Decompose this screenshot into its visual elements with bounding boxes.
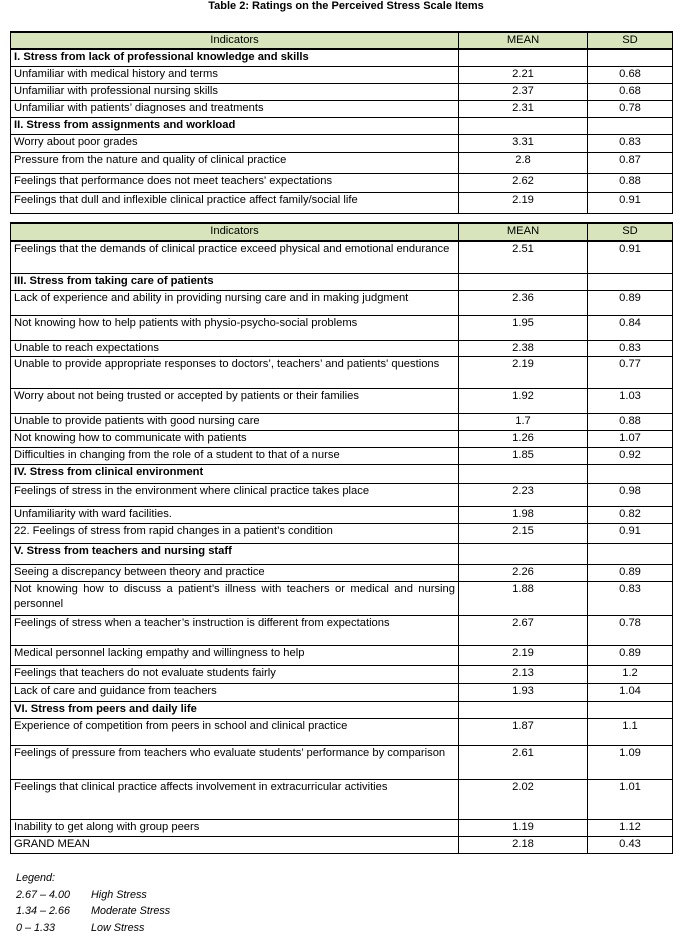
mean-value: 2.51 (459, 241, 588, 273)
stress-table-part-1 (10, 31, 673, 214)
sd-value: 1.1 (588, 718, 673, 745)
sd-value: 0.82 (588, 506, 673, 523)
indicator-label: Feelings that dull and inflexible clinical practice affect family/social life (11, 192, 459, 213)
indicator-label: Feelings of stress when a teacher’s instruction is different from expectations (11, 615, 459, 645)
sd-value: 0.78 (588, 615, 673, 645)
legend-label: Low Stress (91, 921, 145, 934)
header-indicators: Indicators (11, 223, 459, 241)
sd-value: 0.43 (588, 836, 673, 853)
section-row (11, 543, 673, 564)
sd-value: 1.01 (588, 779, 673, 819)
empty-cell (459, 464, 588, 483)
legend-range: 0 – 1.33 (16, 921, 56, 934)
sd-value: 0.83 (588, 134, 673, 152)
sd-value: 0.88 (588, 413, 673, 430)
header-row (11, 32, 673, 49)
mean-value: 2.36 (459, 290, 588, 315)
indicator-label: Not knowing how to help patients with physio-psycho-social problems (11, 315, 459, 340)
indicator-label: Unable to provide appropriate responses to doctors’, teachers’ and patients' questions (11, 356, 459, 388)
mean-value: 1.87 (459, 718, 588, 745)
legend-entry-high (16, 887, 170, 904)
table-row (11, 665, 673, 683)
legend-entry-moderate (16, 903, 170, 920)
indicator-label: Feelings that teachers do not evaluate students fairly (11, 665, 459, 683)
sd-value: 0.88 (588, 173, 673, 192)
table-row (11, 645, 673, 665)
mean-value: 1.7 (459, 413, 588, 430)
section-row (11, 49, 673, 66)
table-title: Table 2: Ratings on the Perceived Stress Scale Items (208, 0, 484, 12)
stress-table-part-2 (10, 222, 673, 854)
mean-value: 1.95 (459, 315, 588, 340)
empty-cell (459, 701, 588, 718)
legend-range: 1.34 – 2.66 (16, 905, 71, 917)
mean-value: 2.02 (459, 779, 588, 819)
empty-cell (588, 543, 673, 564)
indicator-label: Unfamiliar with patients’ diagnoses and treatments (11, 100, 459, 117)
table-row (11, 315, 673, 340)
mean-value: 2.15 (459, 523, 588, 543)
indicator-label: Unable to provide patients with good nursing care (11, 413, 459, 430)
table-row (11, 413, 673, 430)
mean-value: 2.19 (459, 192, 588, 213)
sd-value: 0.78 (588, 100, 673, 117)
mean-value: 2.8 (459, 152, 588, 173)
mean-value: 2.18 (459, 836, 588, 853)
indicator-label: Difficulties in changing from the role of a student to that of a nurse (11, 447, 459, 464)
indicator-label: Unfamiliar with medical history and terms (11, 66, 459, 83)
empty-cell (459, 49, 588, 66)
table-row (11, 615, 673, 645)
sd-value: 0.68 (588, 66, 673, 83)
table-row (11, 173, 673, 192)
sd-value: 0.77 (588, 356, 673, 388)
legend-title: Legend: (16, 872, 56, 884)
sd-value: 0.83 (588, 340, 673, 356)
table-row (11, 192, 673, 213)
mean-value: 2.19 (459, 645, 588, 665)
legend-range: 2.67 – 4.00 (16, 888, 71, 901)
table-row (11, 134, 673, 152)
indicator-label: Unfamiliarity with ward facilities. (11, 506, 459, 523)
indicator-label: Feelings that performance does not meet teachers' expectations (11, 173, 459, 192)
sd-value: 1.03 (588, 388, 673, 413)
indicator-label: Pressure from the nature and quality of clinical practice (11, 152, 459, 173)
empty-cell (459, 273, 588, 290)
mean-value: 2.21 (459, 66, 588, 83)
indicator-label: Medical personnel lacking empathy and willingness to help (11, 645, 459, 665)
header-row (11, 223, 673, 241)
indicator-label: Not knowing how to communicate with patients (11, 430, 459, 447)
section-label: I. Stress from lack of professional knowledge and skills (11, 49, 459, 66)
mean-value: 2.13 (459, 665, 588, 683)
sd-value: 0.92 (588, 447, 673, 464)
indicator-label: Lack of experience and ability in providing nursing care and in making judgment (11, 290, 459, 315)
table-row (11, 819, 673, 836)
empty-cell (459, 117, 588, 134)
mean-value: 2.26 (459, 564, 588, 581)
section-row (11, 464, 673, 483)
table-row (11, 241, 673, 273)
indicator-label: Unable to reach expectations (11, 340, 459, 356)
indicator-label: Seeing a discrepancy between theory and practice (11, 564, 459, 581)
mean-value: 2.37 (459, 83, 588, 100)
mean-value: 2.38 (459, 340, 588, 356)
table-row (11, 388, 673, 413)
indicator-label: Feelings of stress in the environment where clinical practice takes place (11, 483, 459, 506)
sd-value: 1.2 (588, 665, 673, 683)
table-row (11, 564, 673, 581)
section-label: V. Stress from teachers and nursing staff (11, 543, 459, 564)
sd-value: 0.68 (588, 83, 673, 100)
mean-value: 2.61 (459, 745, 588, 779)
indicator-label: Inability to get along with group peers (11, 819, 459, 836)
empty-cell (588, 701, 673, 718)
header-mean: MEAN (459, 223, 588, 241)
section-label: II. Stress from assignments and workload (11, 117, 459, 134)
mean-value: 1.19 (459, 819, 588, 836)
table-row (11, 447, 673, 464)
table-row (11, 523, 673, 543)
sd-value: 1.07 (588, 430, 673, 447)
indicator-label: Feelings of pressure from teachers who evaluate students’ performance by comparison (11, 745, 459, 779)
table-row (11, 779, 673, 819)
mean-value: 2.31 (459, 100, 588, 117)
indicator-label: Experience of competition from peers in school and clinical practice (11, 718, 459, 745)
sd-value: 1.04 (588, 683, 673, 701)
empty-cell (588, 464, 673, 483)
empty-cell (588, 273, 673, 290)
section-label: VI. Stress from peers and daily life (11, 701, 459, 718)
indicator-label: Lack of care and guidance from teachers (11, 683, 459, 701)
mean-value: 2.62 (459, 173, 588, 192)
indicator-label: Not knowing how to discuss a patient’s illness with teachers or medical and nursing personnel (11, 581, 459, 615)
sd-value: 0.98 (588, 483, 673, 506)
section-label: III. Stress from taking care of patients (11, 273, 459, 290)
sd-value: 0.89 (588, 290, 673, 315)
sd-value: 0.84 (588, 315, 673, 340)
section-row (11, 273, 673, 290)
mean-value: 1.93 (459, 683, 588, 701)
table-row (11, 683, 673, 701)
empty-cell (588, 117, 673, 134)
sd-value: 1.12 (588, 819, 673, 836)
mean-value: 2.19 (459, 356, 588, 388)
table-row (11, 100, 673, 117)
indicator-label: 22. Feelings of stress from rapid changes in a patient’s condition (11, 523, 459, 543)
table-row (11, 718, 673, 745)
table-row (11, 152, 673, 173)
header-indicators: Indicators (11, 32, 459, 49)
mean-value: 1.26 (459, 430, 588, 447)
legend-label: Moderate Stress (91, 905, 171, 917)
sd-value: 0.91 (588, 192, 673, 213)
mean-value: 1.85 (459, 447, 588, 464)
table-row (11, 430, 673, 447)
mean-value: 2.23 (459, 483, 588, 506)
indicator-label: Feelings that the demands of clinical practice exceed physical and emotional endurance (11, 241, 459, 273)
sd-value: 1.09 (588, 745, 673, 779)
table-row (11, 356, 673, 388)
indicator-label: Feelings that clinical practice affects involvement in extracurricular activities (11, 779, 459, 819)
section-row (11, 701, 673, 718)
table-row (11, 581, 673, 615)
indicator-label: GRAND MEAN (11, 836, 459, 853)
mean-value: 2.67 (459, 615, 588, 645)
sd-value: 0.89 (588, 645, 673, 665)
table-row (11, 66, 673, 83)
indicator-label: Worry about not being trusted or accepted by patients or their families (11, 388, 459, 413)
sd-value: 0.91 (588, 241, 673, 273)
empty-cell (459, 543, 588, 564)
header-sd: SD (588, 223, 673, 241)
table-row (11, 290, 673, 315)
legend (16, 870, 170, 936)
legend-label: High Stress (91, 888, 147, 901)
table-row (11, 836, 673, 853)
indicator-label: Unfamiliar with professional nursing skills (11, 83, 459, 100)
sd-value: 0.83 (588, 581, 673, 615)
mean-value: 1.92 (459, 388, 588, 413)
sd-value: 0.89 (588, 564, 673, 581)
table-row (11, 483, 673, 506)
header-sd: SD (588, 32, 673, 49)
table-row (11, 340, 673, 356)
mean-value: 3.31 (459, 134, 588, 152)
table-row (11, 83, 673, 100)
table-row (11, 745, 673, 779)
header-mean: MEAN (459, 32, 588, 49)
table-row (11, 506, 673, 523)
section-label: IV. Stress from clinical environment (11, 464, 459, 483)
mean-value: 1.98 (459, 506, 588, 523)
sd-value: 0.91 (588, 523, 673, 543)
indicator-label: Worry about poor grades (11, 134, 459, 152)
mean-value: 1.88 (459, 581, 588, 615)
legend-entry-low (16, 920, 170, 937)
empty-cell (588, 49, 673, 66)
section-row (11, 117, 673, 134)
sd-value: 0.87 (588, 152, 673, 173)
